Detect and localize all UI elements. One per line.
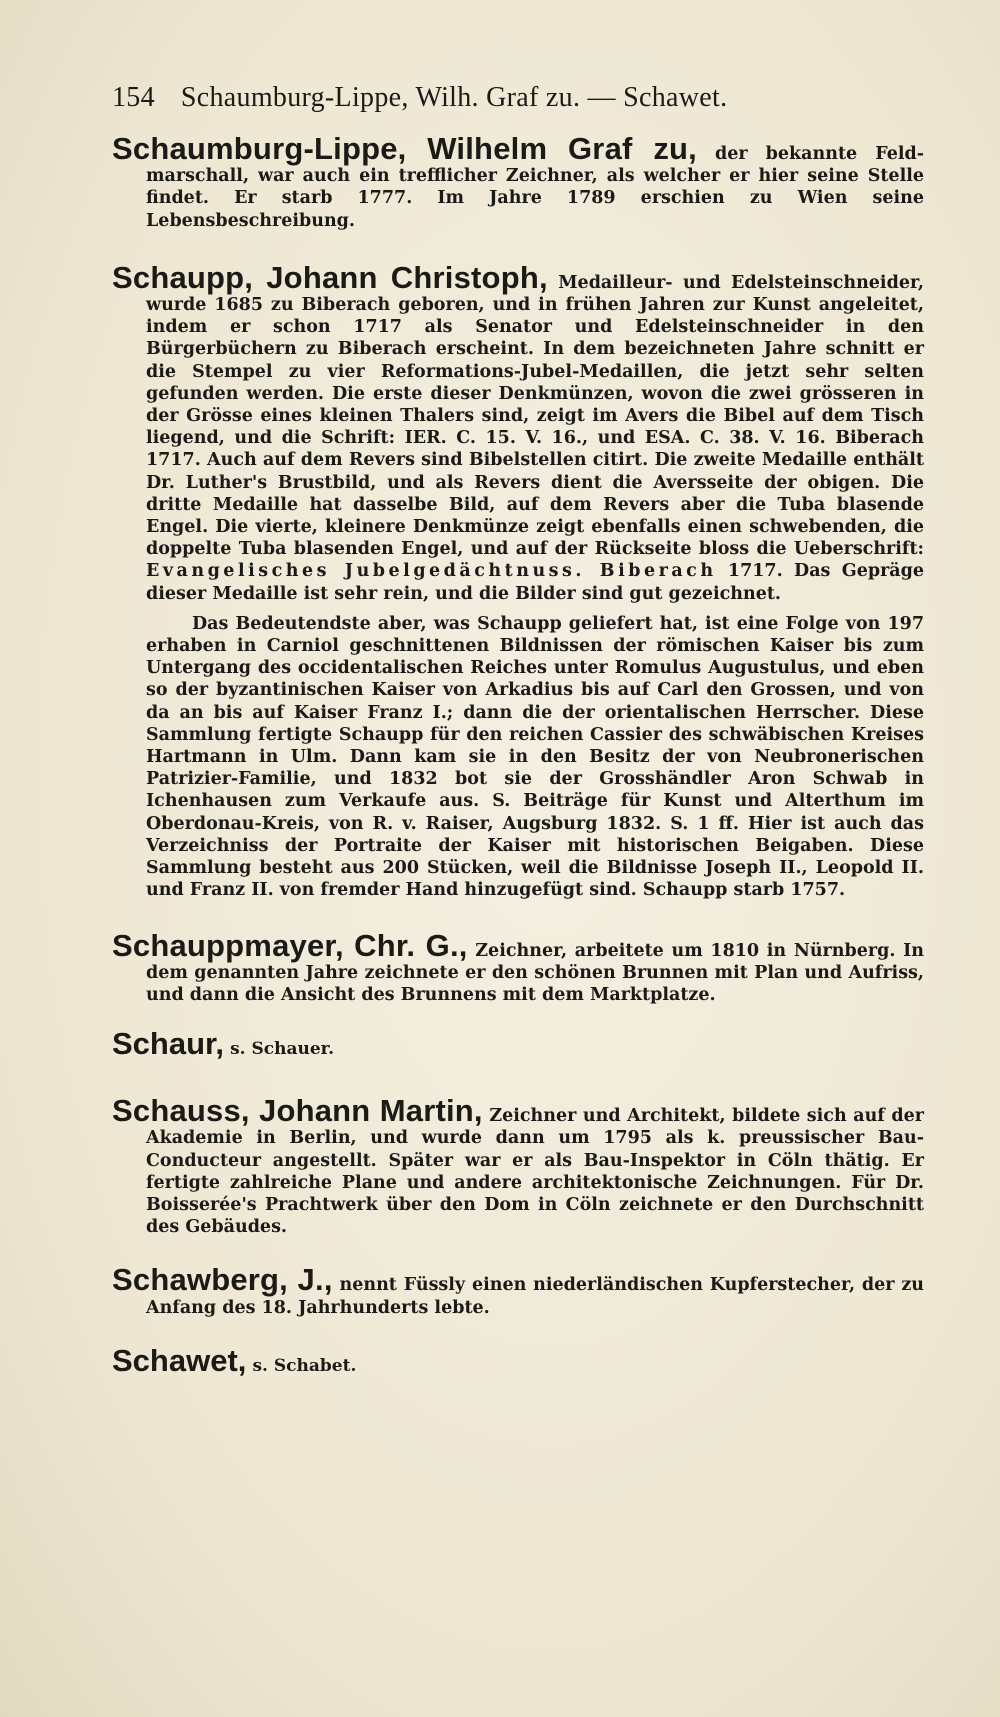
entry-spaced-inscription: Evangelisches Jubelgedächtnuss. Biberach bbox=[146, 561, 717, 582]
entry-headword: Schauppmayer, Chr. G., bbox=[112, 927, 468, 963]
entry-headword: Schawet, bbox=[112, 1342, 247, 1378]
dictionary-column bbox=[112, 131, 925, 1414]
entry-text: Zeichner, arbeitete um 1810 in Nürnberg. In dem genannten Jahre zeichnete er den schönen Brunnen mit Plan und Aufriss, und dann die Ansicht des Brunnens mit dem Marktplatze. bbox=[146, 940, 925, 1005]
entry-headword: Schaupp, Johann Christoph, bbox=[112, 259, 548, 295]
entry-schaur bbox=[112, 1026, 924, 1063]
entry-text: Medailleur- und Edelsteinschneider, wurde 1685 zu Biberach geboren, und in frühen Jahren zur Kunst angeleitet, indem er schon 1717 als Senator und Edelsteinschneider in den Bürgerbüchern zu Biberach erscheint. In dem bezeichneten Jahre schnitt er die Stempel zu vier Reformations-Jubel-Medaillen, die jetzt sehr selten gefunden werden. Die erste dieser Denkmünzen, wovon die zwei grösseren in der Grösse eines kleinen Thalers sind, zeigt im Avers die Bibel auf dem Tisch liegend, und die Schrift: IER. C. 15. V. 16., und ESA. C. 38. V. 16. Biberach 1717. Auch auf dem Revers sind Bibelstellen citirt. Die zweite Medaille enthält Dr. Luther's Brustbild, und als Revers dient die Aversseite der obigen. Die dritte Medaille hat dasselbe Bild, auf dem Revers aber die Tuba blasende Engel. Die vierte, kleinere Denkmünze zeigt ebenfalls einen schwebenden, die doppelte Tuba blasenden Engel, und auf der Rückseite bloss die Ueberschrift: bbox=[146, 272, 924, 560]
entry-headword: Schaur, bbox=[112, 1026, 224, 1062]
entry-text-continued: 1717. Das Gepräge dieser Medaille ist sehr rein, und die Bilder sind gut gezeichnet. bbox=[146, 561, 924, 604]
entry-headword: Schawberg, J., bbox=[112, 1262, 333, 1298]
entry-text: s. Schabet. bbox=[252, 1355, 357, 1376]
page-number: 154 bbox=[112, 82, 155, 113]
entry-schaumburg-lippe bbox=[112, 131, 924, 232]
running-title: Schaumburg-Lippe, Wilh. Graf zu. — Schawet. bbox=[180, 82, 728, 113]
entry-schaupp-paragraph-2: Das Bedeutendste aber, was Schaupp geliefert hat, ist eine Folge von 197 erhaben in Carniol geschnittenen Bildnissen der römischen Kaiser bis zum Untergang des occidentalischen Reiches unter Romulus Augustulus, und eben so der byzantinischen Kaiser von Arkadius bis auf Carl den Grossen, und von da an bis auf Kaiser Franz I.; dann die der orientalischen Herrscher. Diese Sammlung fertigte Schaupp für den reichen Cassier des schwäbischen Kreises Hartmann in Ulm. Dann kam sie in den Besitz der von Neubronerischen Patrizier-Familie, und 1832 bot sie der Grosshändler Aron Schwab in Ichenhausen zum Verkaufe aus. S. Beiträge für Kunst und Alterthum im Oberdonau-Kreis, von R. v. Raiser, Augsburg 1832. S. 1 ff. Hier ist auch das Verzeichniss der Portraite der Kaiser mit historischen Beigaben. Diese Sammlung besteht aus 200 Stücken, weil die Bildnisse Joseph II., Leopold II. und Franz II. von fremder Hand hinzugefügt sind. Schaupp starb 1757. bbox=[146, 613, 924, 901]
entry-schaupp bbox=[112, 259, 924, 605]
entry-schauppmayer bbox=[112, 927, 925, 1007]
entry-headword: Schauss, Johann Martin, bbox=[112, 1093, 483, 1129]
entry-text: Zeichner und Architekt, bildete sich auf der Akademie in Berlin, und wurde dann um 1795 als k. preussischer Bau-Conducteur angestellt. Später war er als Bau-Inspektor in Cöln thätig. Er fertigte zahlreiche Plane und andere architektonische Zeichnungen. Für Dr. Boisserée's Prachtwerk über den Dom in Cöln zeichnete er den Durchschnitt des Gebäudes. bbox=[146, 1106, 925, 1238]
entry-text: der bekannte Feldmarschall, war auch ein trefflicher Zeichner, als welcher er hier seine Stelle findet. Er starb 1777. Im Jahre 1789 erschien zu Wien seine Lebensbeschreibung. bbox=[146, 144, 924, 231]
entry-text: nennt Füssly einen niederländischen Kupferstecher, der zu Anfang des 18. Jahrhunderts lebte. bbox=[146, 1275, 924, 1318]
entry-headword: Schaumburg-Lippe, Wilhelm Graf zu, bbox=[112, 131, 697, 166]
entry-schawberg bbox=[112, 1262, 924, 1318]
entry-schauss bbox=[112, 1093, 925, 1238]
entry-text: s. Schauer. bbox=[230, 1039, 334, 1060]
entry-schawet bbox=[112, 1342, 924, 1380]
running-header bbox=[112, 82, 727, 114]
